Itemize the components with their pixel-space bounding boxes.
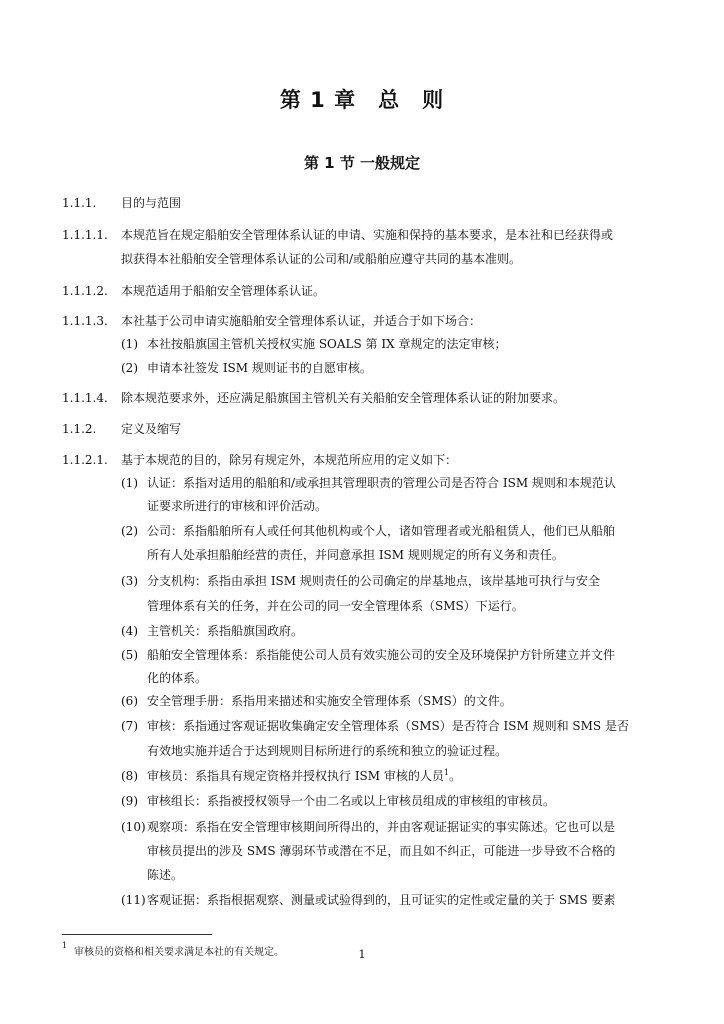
clause-number: 1.1.1.3. bbox=[62, 314, 108, 328]
clause-number: 1.1.1.2. bbox=[62, 284, 108, 298]
definition-text bbox=[147, 769, 461, 783]
definition-text: 有效地实施并适合于达到规则目标所进行的系统和独立的验证过程。 bbox=[147, 744, 508, 758]
definition-text: 主管机关：系指船旗国政府。 bbox=[147, 624, 304, 638]
footnote-mark: 1 bbox=[62, 941, 68, 950]
chapter-title: 第 1 章 总 则 bbox=[279, 88, 445, 112]
clause-text: 本社基于公司申请实施船舶安全管理体系认证，并适合于如下场合： bbox=[121, 314, 482, 328]
definition-text: 审核组长：系指被授权领导一个由二名或以上审核员组成的审核组的审核员。 bbox=[147, 794, 556, 808]
list-number: (2) bbox=[121, 361, 138, 375]
clause-number: 1.1.1.1. bbox=[62, 228, 108, 242]
definition-number: (7) bbox=[121, 719, 138, 733]
definition-text-tail: 。 bbox=[448, 769, 461, 783]
definition-text: 证要求所进行的审核和评价活动。 bbox=[147, 499, 328, 513]
definition-text: 审核：系指通过客观证据收集确定安全管理体系（SMS）是否符合 ISM 规则和 SMS 是否 bbox=[147, 719, 629, 733]
definition-text-body: 审核员：系指具有规定资格并授权执行 ISM 审核的人员 bbox=[147, 769, 444, 783]
definition-number: (3) bbox=[121, 574, 138, 588]
clause-text: 本规范旨在规定船舶安全管理体系认证的申请、实施和保持的基本要求，是本社和已经获得或 bbox=[121, 228, 614, 242]
definition-text: 公司：系指船舶所有人或任何其他机构或个人，诸如管理者或光船租赁人，他们已从船舶 bbox=[147, 524, 616, 538]
definition-number: (1) bbox=[121, 476, 138, 490]
definition-text: 化的体系。 bbox=[147, 671, 208, 685]
footnote-text: 审核员的资格和相关要求满足本社的有关规定。 bbox=[74, 947, 284, 958]
definition-number: (8) bbox=[121, 769, 138, 783]
clause-text: 除本规范要求外，还应满足船旗国主管机关有关船舶安全管理体系认证的附加要求。 bbox=[121, 391, 566, 405]
clause-text: 本规范适用于船舶安全管理体系认证。 bbox=[121, 284, 326, 298]
definition-text: 管理体系有关的任务，并在公司的同一安全管理体系（SMS）下运行。 bbox=[147, 599, 524, 613]
section-title: 第 1 节 一般规定 bbox=[303, 154, 421, 172]
footnote-reference: 1 bbox=[443, 768, 449, 777]
clause-number: 1.1.2.1. bbox=[62, 453, 108, 467]
definition-text: 审核员提出的涉及 SMS 薄弱环节或潜在不足，而且如不纠正，可能进一步导致不合格的 bbox=[147, 844, 616, 858]
page-number: 1 bbox=[358, 948, 366, 961]
definition-text: 陈述。 bbox=[147, 868, 184, 882]
clause-number: 1.1.1.4. bbox=[62, 391, 108, 405]
list-text: 申请本社签发 ISM 规则证书的自愿审核。 bbox=[147, 361, 372, 375]
definition-text: 船舶安全管理体系：系指能使公司人员有效实施公司的安全及环境保护方针所建立并文件 bbox=[147, 648, 616, 662]
definition-text: 认证：系指对适用的船舶和/或承担其管理职责的管理公司是否符合 ISM 规则和本规范认 bbox=[147, 476, 616, 490]
definition-number: (10) bbox=[121, 820, 146, 834]
clause-text: 定义及缩写 bbox=[121, 422, 182, 436]
definition-text: 分支机构：系指由承担 ISM 规则责任的公司确定的岸基地点，该岸基地可执行与安全 bbox=[147, 574, 600, 588]
definition-text: 所有人处承担船舶经营的责任，并同意承担 ISM 规则规定的所有义务和责任。 bbox=[147, 548, 564, 562]
definition-text: 客观证据：系指根据观察、测量或试验得到的，且可证实的定性或定量的关于 SMS 要素 bbox=[147, 893, 616, 907]
definition-number: (11) bbox=[121, 893, 146, 907]
clause-number: 1.1.1. bbox=[62, 196, 97, 210]
list-text: 本社按船旗国主管机关授权实施 SOALS 第 IX 章规定的法定审核； bbox=[147, 337, 507, 351]
clause-text: 基于本规范的目的，除另有规定外，本规范所应用的定义如下： bbox=[121, 453, 458, 467]
footnote-divider bbox=[62, 934, 212, 935]
definition-text: 安全管理手册：系指用来描述和实施安全管理体系（SMS）的文件。 bbox=[147, 694, 512, 708]
clause-text: 目的与范围 bbox=[121, 196, 182, 210]
definition-number: (9) bbox=[121, 794, 138, 808]
definition-text: 观察项：系指在安全管理审核期间所得出的，并由客观证据证实的事实陈述。它也可以是 bbox=[147, 820, 616, 834]
definition-number: (5) bbox=[121, 648, 138, 662]
definition-number: (2) bbox=[121, 524, 138, 538]
clause-number: 1.1.2. bbox=[62, 422, 97, 436]
definition-number: (4) bbox=[121, 624, 138, 638]
list-number: (1) bbox=[121, 337, 138, 351]
clause-text: 拟获得本社船舶安全管理体系认证的公司和/或船舶应遵守共同的基本准则。 bbox=[121, 252, 522, 266]
definition-number: (6) bbox=[121, 694, 138, 708]
